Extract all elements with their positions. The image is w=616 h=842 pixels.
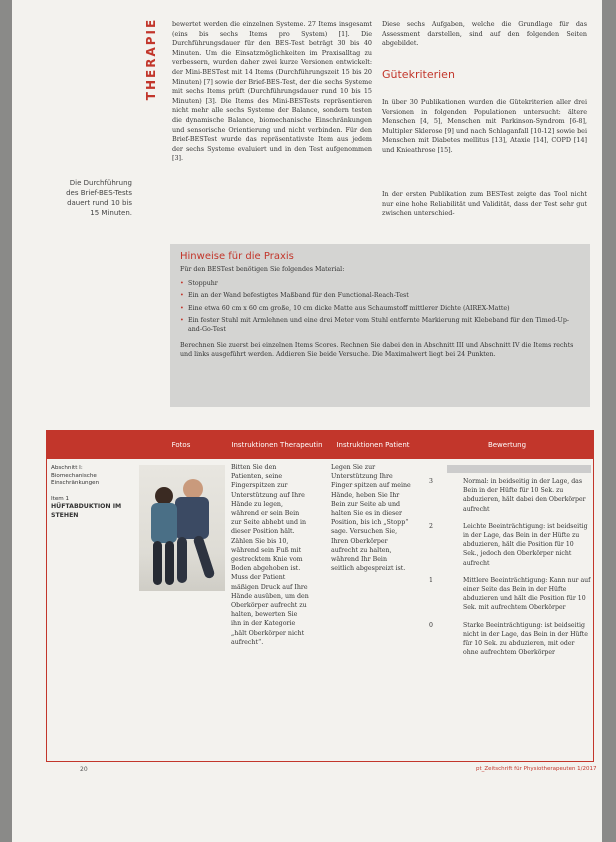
rating-column [427, 465, 591, 665]
item-name: HÜFTABDUKTION IM STEHEN [51, 503, 122, 519]
patient-instructions: Legen Sie zur Unterstützung Ihre Finger spitzen auf meine Hände, heben Sie Ihr Bein zur Seite ab und halten Sie es in dieser Position, bis ich „Stopp“ sage. Versuchen Sie, Ihren Oberkörper aufrecht zu halten, während Ihr Bein seitlich abgespreizt ist. [331, 464, 411, 573]
list-item: • Ein fester Stuhl mit Armlehnen und eine drei Meter vom Stuhl entfernte Markierung mit Klebeband für den Timed-Up-and-Go-Test [180, 316, 580, 335]
rating-score: 0 [429, 621, 433, 629]
assessment-table [46, 430, 594, 762]
rating-row [427, 522, 591, 568]
rating-score: 3 [429, 478, 433, 485]
sidenote: Die Durchführung des Brief-BES-Tests dauert rund 10 bis 15 Minuten. [66, 179, 132, 217]
item-number: Item 1 [51, 495, 70, 502]
item-title [51, 465, 131, 521]
rating-text: Normal: in beidseitig in der Lage, das Bein in der Hüfte für 10 Sek. zu abduzieren, hält dabei den Oberkörper aufrecht [463, 478, 586, 513]
rating-header-bar [447, 465, 591, 473]
rating-text: Mittlere Beeinträchtigung: Kann nur auf einer Seite das Bein in der Hüfte abduzieren und hält die Position für 10 Sek. mit aufrechtem Oberkörper [463, 576, 591, 612]
rating-text: Leichte Beeinträchtigung: ist beidseitig in der Lage, das Bein in der Hüfte zu abduzieren, hält die Position für 10 Sek., jedoch den Oberkörper nicht aufrecht [463, 522, 588, 567]
vertical-label: THERAPIE [144, 17, 159, 101]
section-heading: Gütekriterien [382, 68, 455, 81]
rating-text: Starke Beeinträchtigung: ist beidseitig nicht in der Lage, das Bein in der Hüfte für 10 Sek. zu abduzieren, mit oder ohne aufrechtem Oberkörper [463, 621, 588, 657]
list-item: • Ein an der Wand befestigtes Maßband für den Functional-Reach-Test [180, 291, 580, 300]
column-header: Fotos [133, 431, 229, 459]
body-column-2-paragraph-2: In der ersten Publikation zum BESTest zeigte das Tool nicht nur eine hohe Reliabilität und Validität, dass der Test sehr gut zwischen unterschied- [382, 190, 587, 218]
page [12, 0, 602, 842]
rating-row [427, 576, 591, 613]
therapist-instructions: Bitten Sie den Patienten, seine Fingerspitzen zur Unterstützung auf Ihre Hände zu legen, während er sein Bein zur Seite abhebt und in dieser Position hält. Zählen Sie bis 10, während sein Fuß mit gestrecktem Knie vom Boden abgehoben ist. Muss der Patient mäßigen Druck auf Ihre Hände ausüben, um den Oberkörper aufrecht zu halten, bewerten Sie ihn in der Kategorie „hält Oberkörper nicht aufrecht“. [231, 464, 309, 646]
rating-score: 1 [429, 576, 433, 584]
section-tab [140, 14, 162, 114]
column-header: Instruktionen Therapeutin [229, 431, 325, 459]
page-number: 20 [80, 766, 88, 773]
section-name: Biomechanische Einschränkungen [51, 472, 100, 487]
rating-score: 2 [429, 522, 433, 530]
hint-intro: Für den BESTest benötigen Sie folgendes Material: [180, 266, 345, 274]
body-column-2-intro: Diese sechs Aufgaben, welche die Grundlage für das Assessment darstellen, sind auf den folgenden Seiten abgebildet. [382, 20, 587, 48]
rating-row [427, 477, 591, 514]
material-list [180, 279, 580, 335]
exercise-photo [139, 465, 225, 591]
hint-outro: Berechnen Sie zuerst bei einzelnen Items Scores. Rechnen Sie dabei den in Abschnitt III und Abschnitt IV die Items rechts und links ausgeführt werden. Addieren Sie beide Versuche. Die Maximalwert liegt bei 24 Punkten. [180, 341, 574, 359]
practice-hints-box [170, 244, 590, 407]
body-column-2-paragraph: In über 30 Publikationen wurden die Gütekriterien aller drei Versionen in folgenden Populationen untersucht: ältere Menschen [4, 5], Menschen mit Parkinson-Syndrom [6-8], Multipler Sklerose [9] und nach Schlaganfall [10-12] sowie bei Menschen mit Diabetes mellitus [13], Ataxie [14], COPD [14] und Knieathrose [15]. [382, 98, 587, 154]
body-column-1: bewertet werden die einzelnen Systeme. 27 Items insgesamt (eins bis sechs Items pro System) [1]. Die Durchführungsdauer für den BES-Test beträgt 30 bis 40 Minuten. Um die Einsatzmöglichkeiten im Praxisalltag zu verbessern, wurden daher zwei kurze Versionen entwickelt: der Mini-BESTest mit 14 Items (Durchführungszeit 15 bis 20 Minuten) [7] sowie der Brief-BES-Test, der die sechs Systeme mit sechs Items prüft (Durchführungsdauer rund 10 bis 15 Minuten) [3]. Die Items des Mini-BESTests repräsentieren nicht mehr alle sechs Systeme der Balance, sondern testen die dynamische Balance, biomechanische Einschränkungen und sensorische Orientierung und nicht verbinden. Für den Brief-BESTest wurde das repräsentativste Item aus jedem der sechs Systeme evaluiert und in den Test aufgenommen [3]. [172, 20, 372, 163]
column-header [47, 431, 133, 459]
hint-title: Hinweise für die Praxis [180, 251, 294, 262]
rating-row [427, 621, 591, 658]
list-item: • Eine etwa 60 cm x 60 cm große, 10 cm dicke Matte aus Schaumstoff mittlerer Dichte (AIREX-Matte) [180, 304, 580, 313]
list-item: • Stoppuhr [180, 279, 580, 288]
publication-footer: pt_Zeitschrift für Physiotherapeuten 1/2017 [476, 766, 597, 772]
column-header: Bewertung [421, 431, 593, 459]
column-header: Instruktionen Patient [325, 431, 421, 459]
section-number: Abschnitt I: [51, 465, 83, 471]
